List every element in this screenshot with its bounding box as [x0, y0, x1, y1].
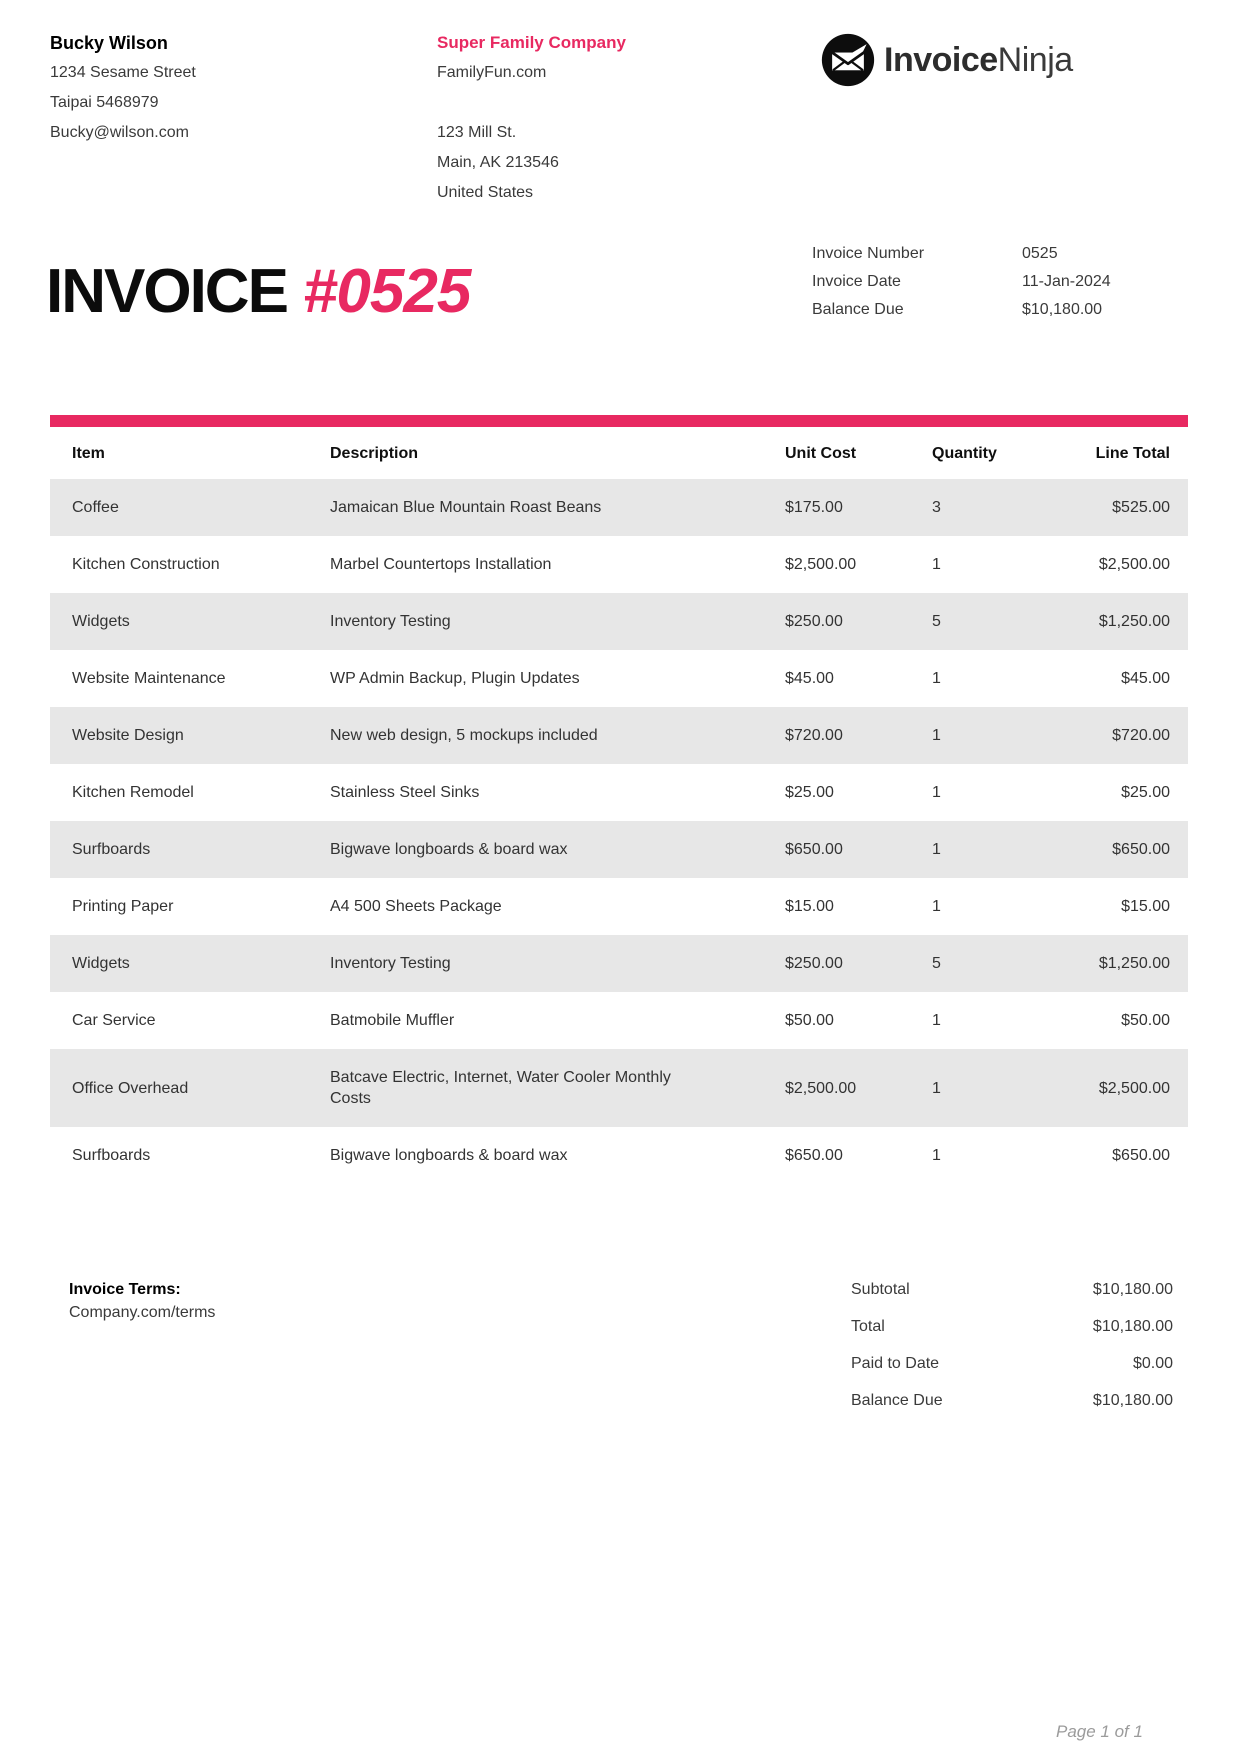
line-total-cell: $525.00 [1112, 499, 1170, 516]
total-value: $0.00 [1132, 1355, 1173, 1372]
table-row [50, 1127, 1188, 1184]
quantity-cell: 1 [932, 1079, 941, 1097]
invoice-title-label: INVOICE [46, 257, 287, 326]
description-cell: WP Admin Backup, Plugin Updates [330, 670, 580, 687]
client-address-line-2: Taipai 5468979 [50, 94, 159, 111]
client-name: Bucky Wilson [50, 33, 168, 53]
table-header-row [50, 427, 1188, 479]
item-cell: Kitchen Construction [72, 556, 220, 573]
unit-cost-cell: $2,500.00 [785, 1079, 857, 1097]
invoice-terms-value: Company.com/terms [69, 1304, 216, 1321]
quantity-cell: 1 [932, 1012, 941, 1029]
table-row [50, 821, 1188, 878]
quantity-cell: 1 [932, 784, 941, 801]
unit-cost-cell: $250.00 [785, 613, 843, 630]
table-row [50, 1049, 1188, 1127]
page-footer: Page 1 of 1 [1056, 1722, 1143, 1741]
meta-label: Invoice Number [812, 245, 925, 262]
item-cell: Surfboards [72, 1147, 151, 1164]
quantity-cell: 1 [932, 670, 941, 687]
total-label: Paid to Date [851, 1355, 940, 1372]
logo-text-ninja: Ninja [997, 41, 1073, 79]
description-cell: Bigwave longboards & board wax [330, 1147, 568, 1164]
quantity-cell: 1 [932, 1147, 941, 1164]
line-total-cell: $25.00 [1121, 784, 1170, 801]
invoice-terms [69, 1278, 215, 1324]
invoice-meta [812, 240, 1111, 324]
line-total-cell: $1,250.00 [1098, 955, 1170, 972]
invoice-terms-label: Invoice Terms: [69, 1281, 181, 1298]
table-row [50, 593, 1188, 650]
quantity-cell: 3 [932, 499, 941, 516]
totals-row [851, 1382, 1173, 1419]
company-name: Super Family Company [437, 33, 626, 52]
description-cell: Batcave Electric, Internet, Water Cooler Monthly Costs [330, 1069, 671, 1107]
quantity-cell: 1 [932, 556, 941, 573]
total-label: Subtotal [851, 1281, 910, 1298]
company-address-line-2: Main, AK 213546 [437, 154, 559, 171]
company-website: FamilyFun.com [437, 64, 547, 81]
company-block [437, 28, 626, 208]
line-total-cell: $2,500.00 [1098, 1079, 1170, 1097]
total-value: $10,180.00 [1092, 1281, 1173, 1298]
unit-cost-cell: $250.00 [785, 955, 843, 972]
table-row [50, 536, 1188, 593]
line-total-cell: $2,500.00 [1098, 556, 1170, 573]
item-cell: Widgets [72, 613, 130, 630]
col-header-description: Description [330, 445, 419, 462]
meta-value: $10,180.00 [1022, 301, 1103, 318]
meta-label: Invoice Date [812, 273, 901, 290]
line-total-cell: $45.00 [1121, 670, 1170, 687]
items-table [50, 427, 1188, 1184]
description-cell: Inventory Testing [330, 613, 451, 630]
total-value: $10,180.00 [1092, 1392, 1173, 1409]
meta-value: 0525 [1022, 245, 1058, 262]
company-address-line-3: United States [437, 184, 534, 201]
client-block [50, 28, 196, 148]
col-header-unit-cost: Unit Cost [785, 445, 857, 462]
accent-bar [50, 415, 1188, 427]
description-cell: Stainless Steel Sinks [330, 784, 480, 801]
item-cell: Surfboards [72, 841, 151, 858]
company-address-line-1: 123 Mill St. [437, 124, 517, 141]
item-cell: Printing Paper [72, 898, 174, 915]
description-cell: A4 500 Sheets Package [330, 898, 502, 915]
table-row [50, 650, 1188, 707]
line-total-cell: $650.00 [1112, 841, 1170, 858]
item-cell: Website Design [72, 727, 184, 744]
invoice-title [46, 256, 470, 327]
total-label: Balance Due [851, 1392, 943, 1409]
unit-cost-cell: $175.00 [785, 499, 843, 516]
envelope-ninja-icon [820, 32, 876, 88]
line-total-cell: $650.00 [1112, 1147, 1170, 1164]
quantity-cell: 1 [932, 727, 941, 744]
table-row [50, 878, 1188, 935]
col-header-quantity: Quantity [932, 445, 997, 462]
invoice-number-title: #0525 [302, 257, 471, 326]
logo-text-invoice: Invoice [884, 41, 998, 79]
line-total-cell: $50.00 [1121, 1012, 1170, 1029]
col-header-item: Item [72, 445, 105, 462]
meta-row [812, 240, 1111, 268]
logo-text [884, 32, 1073, 88]
table-row [50, 707, 1188, 764]
table-row [50, 935, 1188, 992]
item-cell: Kitchen Remodel [72, 784, 194, 801]
line-total-cell: $720.00 [1112, 727, 1170, 744]
unit-cost-cell: $650.00 [785, 841, 843, 858]
unit-cost-cell: $650.00 [785, 1147, 843, 1164]
description-cell: Bigwave longboards & board wax [330, 841, 568, 858]
item-cell: Website Maintenance [72, 670, 226, 687]
description-cell: Jamaican Blue Mountain Roast Beans [330, 499, 602, 516]
unit-cost-cell: $720.00 [785, 727, 843, 744]
meta-row [812, 268, 1111, 296]
unit-cost-cell: $45.00 [785, 670, 834, 687]
spacer [437, 88, 626, 118]
quantity-cell: 1 [932, 841, 941, 858]
unit-cost-cell: $50.00 [785, 1012, 834, 1029]
unit-cost-cell: $25.00 [785, 784, 834, 801]
line-total-cell: $1,250.00 [1098, 613, 1170, 630]
items-section [50, 415, 1188, 1184]
item-cell: Car Service [72, 1012, 156, 1029]
description-cell: Marbel Countertops Installation [330, 556, 552, 573]
invoice-ninja-logo [820, 32, 1073, 88]
meta-label: Balance Due [812, 301, 904, 318]
item-cell: Office Overhead [72, 1079, 189, 1097]
total-value: $10,180.00 [1092, 1318, 1173, 1335]
table-row [50, 479, 1188, 536]
item-cell: Coffee [72, 499, 119, 516]
quantity-cell: 1 [932, 898, 941, 915]
totals-row [851, 1345, 1173, 1382]
description-cell: Batmobile Muffler [330, 1012, 455, 1029]
totals-row [851, 1271, 1173, 1308]
description-cell: Inventory Testing [330, 955, 451, 972]
totals-row [851, 1308, 1173, 1345]
client-address-line-1: 1234 Sesame Street [50, 64, 196, 81]
description-cell: New web design, 5 mockups included [330, 727, 598, 744]
totals-block [851, 1271, 1173, 1419]
unit-cost-cell: $15.00 [785, 898, 834, 915]
table-row [50, 992, 1188, 1049]
col-header-line-total: Line Total [1095, 445, 1170, 462]
total-label: Total [851, 1318, 885, 1335]
client-email: Bucky@wilson.com [50, 124, 189, 141]
quantity-cell: 5 [932, 613, 941, 630]
unit-cost-cell: $2,500.00 [785, 556, 857, 573]
quantity-cell: 5 [932, 955, 941, 972]
table-row [50, 764, 1188, 821]
line-total-cell: $15.00 [1121, 898, 1170, 915]
meta-value: 11-Jan-2024 [1022, 273, 1111, 290]
item-cell: Widgets [72, 955, 130, 972]
meta-row [812, 296, 1111, 324]
